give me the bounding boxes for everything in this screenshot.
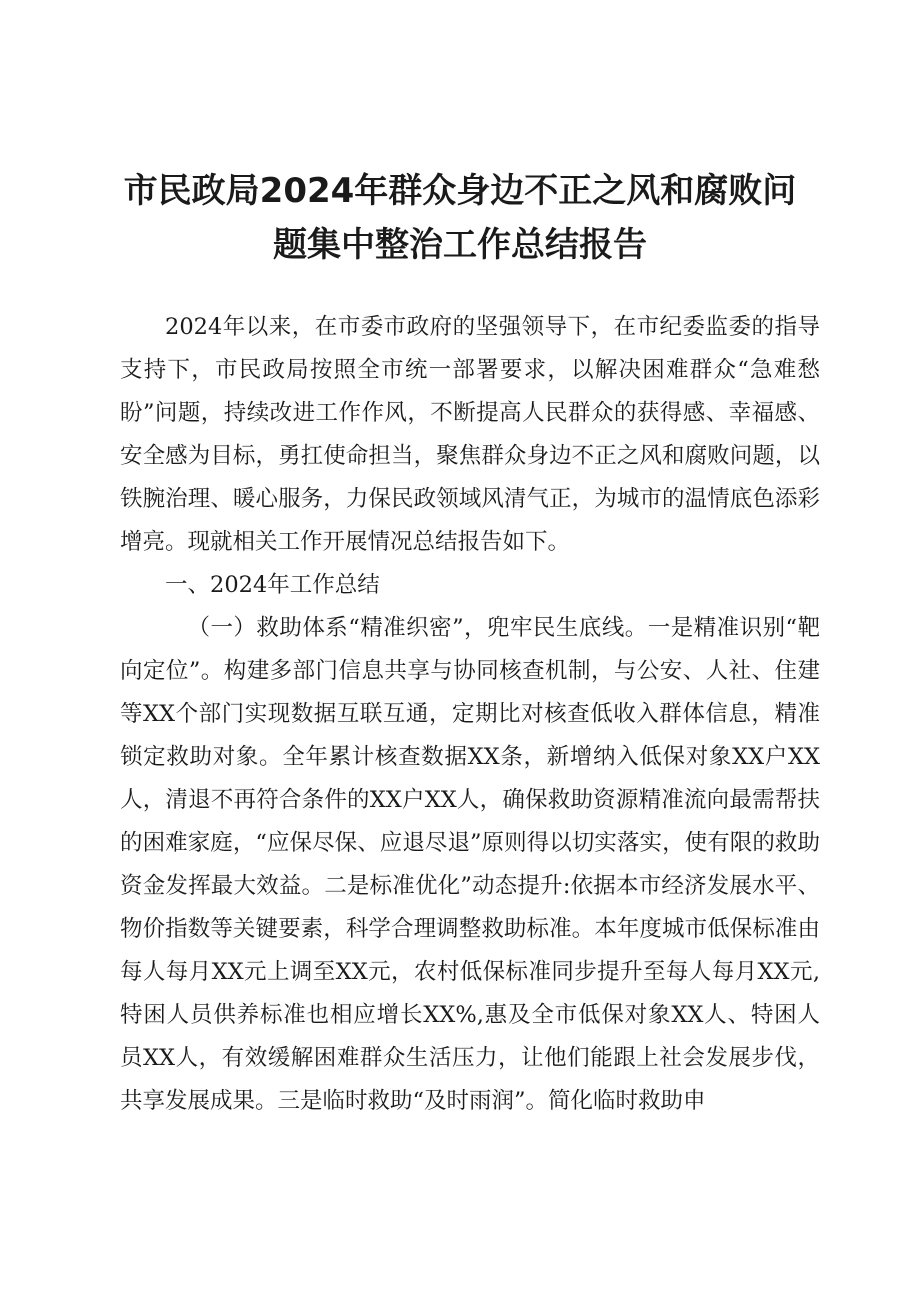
- body-paragraph: （一）救助体系“精准织密”，兜牢民生底线。一是精准识别“靶向定位”。构建多部门信息共享与协同核查机制，与公安、人社、住建等XX个部门实现数据互联互通，定期比对核查低收入群体信息，精准锁定救助对象。全年累计核查数据XX条，新增纳入低保对象XX户XX人，清退不再符合条件的XX户XX人，确保救助资源精准流向最需帮扶的困难家庭，“应保尽保、应退尽退”原则得以切实落实，使有限的救助资金发挥最大效益。二是标准优化”动态提升:依据本市经济发展水平、物价指数等关键要素，科学合理调整救助标准。本年度城市低保标准由每人每月XX元上调至XX元，农村低保标准同步提升至每人每月XX元,特困人员供养标准也相应增长XX%,惠及全市低保对象XX人、特困人员XX人，有效缓解困难群众生活压力，让他们能跟上社会发展步伐，共享发展成果。三是临时救助“及时雨润”。简化临时救助申: [120, 615, 820, 1114]
- document-title-line-1: 市民政局2024年群众身边不正之风和腐败问: [123, 171, 797, 211]
- section-heading: 一、2024年工作总结: [165, 572, 380, 598]
- document-body: [120, 306, 820, 1123]
- intro-paragraph: 2024年以来，在市委市政府的坚强领导下，在市纪委监委的指导支持下，市民政局按照全市统一部署要求，以解决困难群众“急难愁盼”问题，持续改进工作作风，不断提高人民群众的获得感、幸福感、安全感为目标，勇扛使命担当，聚焦群众身边不正之风和腐败问题，以铁腕治理、暖心服务，力保民政领域风清气正，为城市的温情底色添彩增亮。现就相关工作开展情况总结报告如下。: [120, 314, 820, 555]
- document-title-line-2: 题集中整治工作总结报告: [273, 225, 647, 265]
